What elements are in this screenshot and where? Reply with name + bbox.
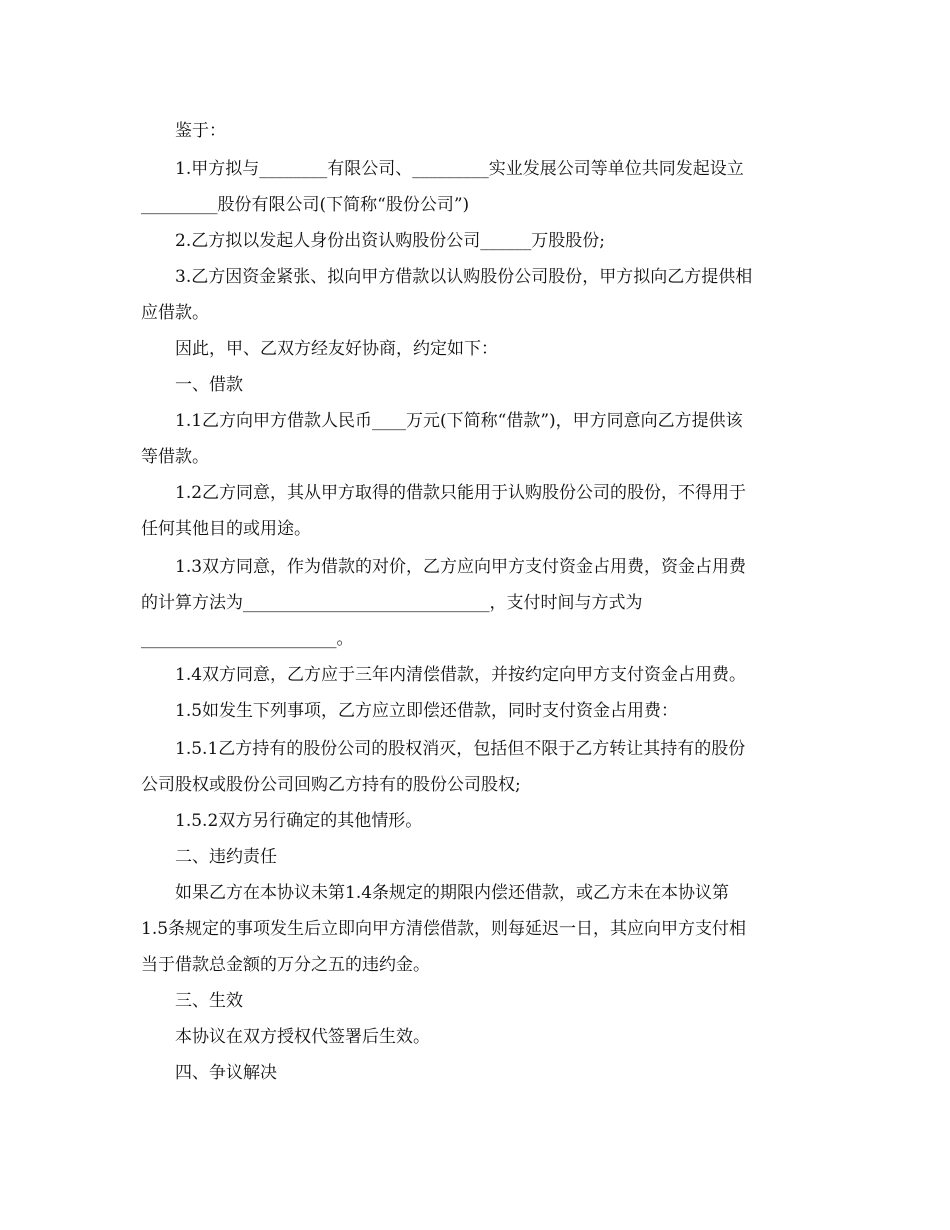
clause-1-5-1-line-1: 1.5.1乙方持有的股份公司的股权消灭，包括但不限于乙方转让其持有的股份 — [175, 739, 746, 759]
clause-1-5-2: 1.5.2双方另行确定的其他情形。 — [175, 811, 423, 831]
recital-3-line-2: 应借款。 — [141, 303, 209, 323]
clause-1-2-line-2: 任何其他目的或用途。 — [141, 519, 311, 539]
recital-1-line-1: 1.甲方拟与________有限公司、_________实业发展公司等单位共同发起设立 — [175, 159, 744, 179]
clause-1-3-line-1: 1.3双方同意，作为借款的对价，乙方应向甲方支付资金占用费，资金占用费 — [175, 557, 747, 577]
section-1-heading: 一、借款 — [175, 375, 243, 395]
recital-2: 2.乙方拟以发起人身份出资认购股份公司______万股股份; — [175, 231, 605, 251]
section-3-body: 本协议在双方授权代签署后生效。 — [175, 1027, 430, 1047]
clause-1-5-1-line-2: 公司股权或股份公司回购乙方持有的股份公司股权; — [141, 775, 521, 795]
section-2-line-2: 1.5条规定的事项发生后立即向甲方清偿借款，则每延迟一日，其应向甲方支付相 — [141, 919, 747, 939]
clause-1-3-line-3: _______________________。 — [141, 629, 354, 649]
clause-1-1-line-2: 等借款。 — [141, 447, 209, 467]
section-2-line-1: 如果乙方在本协议未第1.4条规定的期限内偿还借款，或乙方未在本协议第 — [175, 883, 730, 903]
agreement-intro: 因此，甲、乙双方经友好协商，约定如下： — [175, 339, 498, 359]
clause-1-4: 1.4双方同意，乙方应于三年内清偿借款，并按约定向甲方支付资金占用费。 — [175, 665, 747, 685]
section-4-heading: 四、争议解决 — [175, 1063, 277, 1083]
section-3-heading: 三、生效 — [175, 991, 243, 1011]
section-2-heading: 二、违约责任 — [175, 847, 277, 867]
clause-1-2-line-1: 1.2乙方同意，其从甲方取得的借款只能用于认购股份公司的股份，不得用于 — [175, 483, 747, 503]
preamble-heading: 鉴于： — [175, 121, 226, 141]
recital-3-line-1: 3.乙方因资金紧张、拟向甲方借款以认购股份公司股份，甲方拟向乙方提供相 — [175, 267, 753, 287]
section-2-line-3: 当于借款总金额的万分之五的违约金。 — [141, 955, 430, 975]
clause-1-3-line-2: 的计算方法为_____________________________，支付时间与方式为 — [141, 593, 643, 613]
clause-1-1-line-1: 1.1乙方向甲方借款人民币____万元(下简称“借款”)，甲方同意向乙方提供该 — [175, 411, 743, 431]
clause-1-5: 1.5如发生下列事项，乙方应立即偿还借款，同时支付资金占用费： — [175, 701, 679, 721]
recital-1-line-2: _________股份有限公司(下简称“股份公司”) — [141, 195, 470, 215]
